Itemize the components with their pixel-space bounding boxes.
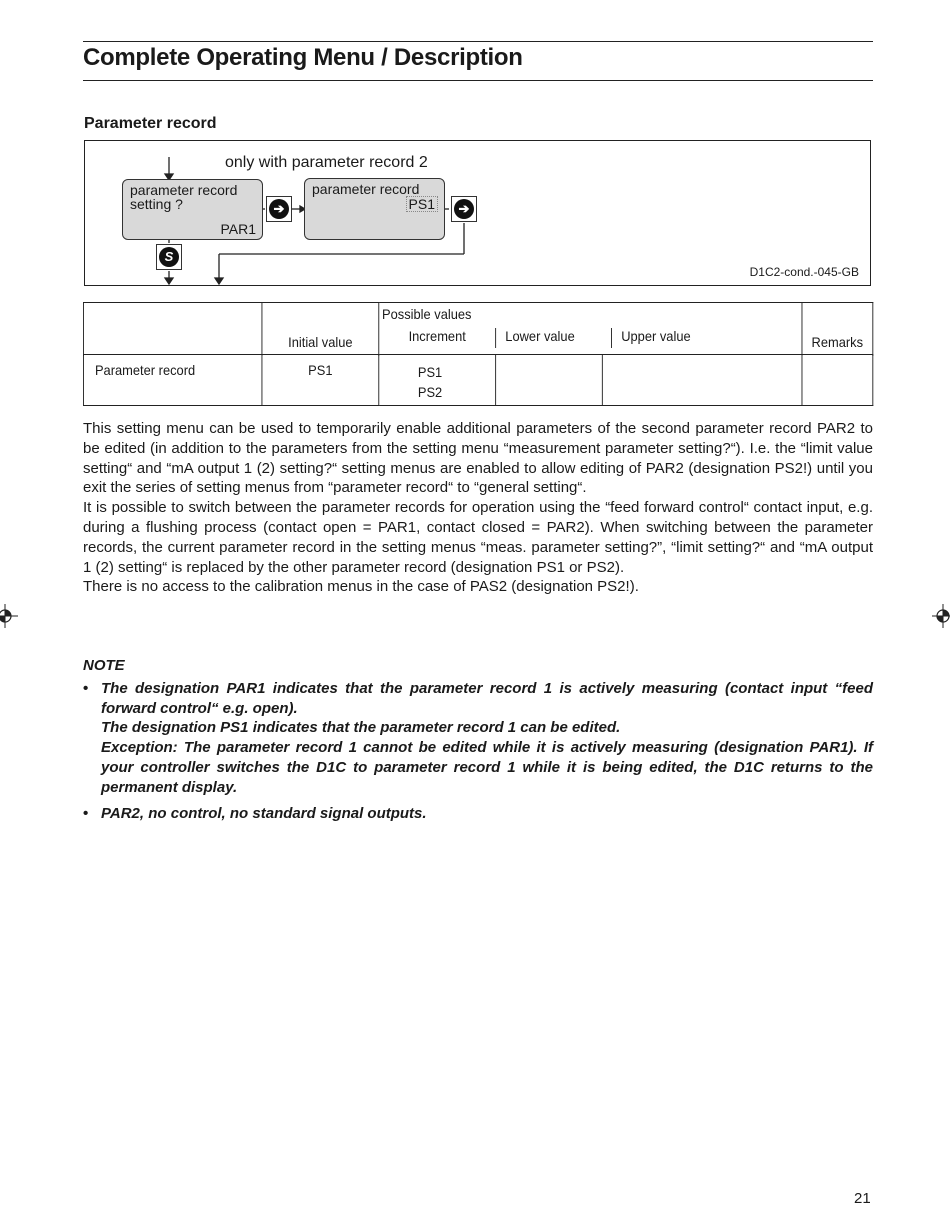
enter-key-1: [266, 196, 292, 222]
header-upper: Upper value: [611, 328, 801, 348]
title-rule: [83, 80, 873, 81]
box1-value: PAR1: [220, 221, 256, 237]
note-line-2: The designation PS1 indicates that the parameter record 1 can be edited.: [101, 719, 621, 737]
box2-value: PS1: [406, 196, 438, 212]
header-remarks: Remarks: [802, 303, 873, 355]
menu-flow-diagram: [84, 140, 871, 286]
enter-key-2: [451, 196, 477, 222]
scroll-key: [156, 244, 182, 270]
page-title: Complete Operating Menu / Description: [83, 44, 523, 71]
note-bullet-2: [83, 804, 873, 824]
page-number: 21: [854, 1190, 871, 1207]
box1-line1: parameter record: [130, 182, 238, 198]
header-possible-values: [379, 303, 802, 355]
increment-ps2: PS2: [417, 384, 443, 400]
diagram-code: D1C2-cond.-045-GB: [749, 265, 859, 279]
top-rule: [83, 41, 873, 42]
note-bullet-1: [83, 679, 873, 798]
registration-mark-icon: [930, 604, 950, 628]
enter-arrow-icon: ➔: [454, 199, 474, 219]
paragraph-2: It is possible to switch between the parameter records for operation using the “feed forward control“ contact input, e.g. during a flushing process (contact open = PAR1, contact closed = PAR2). When switching between the parameter records, the current parameter record in the setting menus “meas. parameter setting?”, “limit setting?“ and “mA output 1 (2) setting“ is replaced by the other parameter record (designation PS1 or PS2).: [83, 499, 873, 576]
increment-ps1: PS1: [417, 364, 443, 380]
note-section: [83, 656, 873, 823]
paragraph-1: This setting menu can be used to temporarily enable additional parameters of the second parameter record PAR2 to be edited (in addition to the parameters from the setting menu “measurement parameter setting?“). I.e. the “limit value setting“ and “mA output 1 (2) setting?“ setting menus are enabled to allow editing of PAR2 (designation PS2!) until you exit the series of setting menus from “parameter record“ to “general setting“.: [83, 420, 873, 497]
header-initial: Initial value: [262, 303, 379, 355]
header-increment: Increment: [408, 328, 466, 344]
menu-box-parameter-record-setting: [122, 179, 263, 240]
menu-box-parameter-record: [304, 178, 445, 240]
enter-arrow-icon: ➔: [269, 199, 289, 219]
possible-values-label: Possible values: [382, 306, 472, 322]
table-row: [83, 355, 872, 406]
registration-mark-icon: [0, 604, 20, 628]
note-line-4: PAR2, no control, no standard signal outputs.: [101, 804, 427, 822]
bullet-icon: •: [83, 804, 89, 822]
row-increment: [379, 355, 495, 405]
paragraph-3: There is no access to the calibration menus in the case of PAS2 (designation PS2!).: [83, 578, 639, 596]
header-lower: Lower value: [495, 328, 611, 348]
parameter-table: [83, 302, 873, 406]
row-name: Parameter record: [83, 355, 261, 406]
header-empty: [83, 303, 261, 355]
section-title: Parameter record: [84, 115, 217, 132]
box2-line1: parameter record: [312, 181, 420, 197]
row-lower: [495, 355, 602, 405]
row-remarks: [802, 355, 873, 406]
row-upper: [602, 355, 801, 405]
row-initial: PS1: [262, 355, 379, 406]
s-scroll-icon: S: [159, 247, 179, 267]
body-text: [83, 419, 873, 597]
diagram-caption: only with parameter record 2: [225, 154, 428, 171]
note-line-1: The designation PAR1 indicates that the parameter record 1 is actively measuring (contact input “feed forward control“ e.g. open).: [101, 679, 873, 717]
note-title: NOTE: [83, 657, 125, 674]
bullet-icon: •: [83, 679, 89, 697]
note-line-3: Exception: The parameter record 1 cannot be edited while it is actively measuring (designation PAR1). If your controller switches the D1C to parameter record 1 while it is being edited, the D1C returns to the permanent display.: [101, 739, 873, 796]
box1-line2: setting ?: [130, 196, 183, 212]
